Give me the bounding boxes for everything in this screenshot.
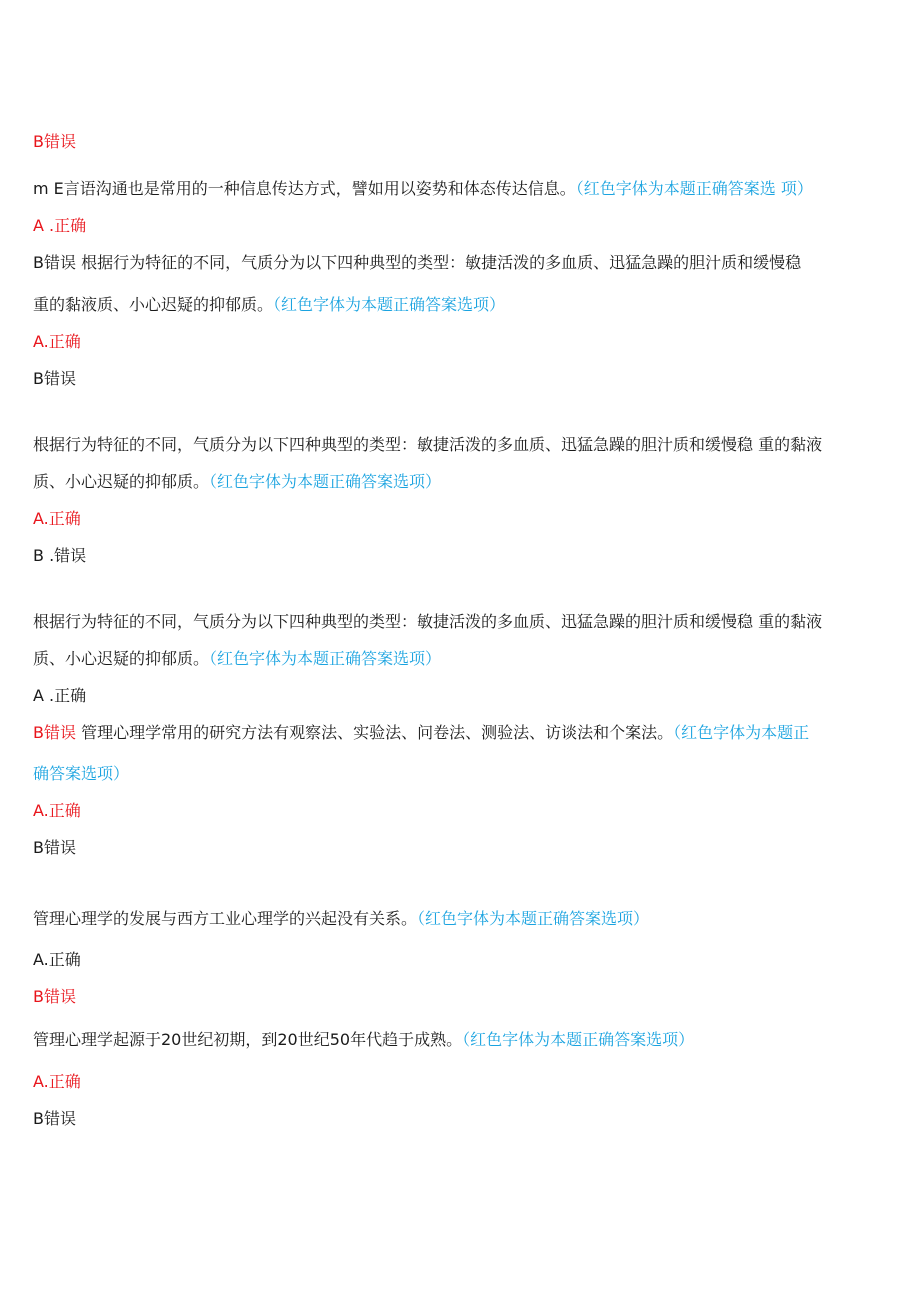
q8-question: 管理心理学起源于20世纪初期，到20世纪50年代趋于成熟。: [33, 1030, 463, 1049]
q7-option-b: B错误: [33, 987, 76, 1006]
q2-note: （红色字体为本题正确答案选 项）: [575, 179, 813, 198]
q5-note: （红色字体为本题正确答案选项）: [209, 649, 442, 668]
q3-option-b2: B错误: [33, 369, 76, 388]
q6-option-b2: B错误: [33, 838, 76, 857]
q4-line1: 根据行为特征的不同，气质分为以下四种典型的类型：敏捷活泼的多血质、迅猛急躁的胆汁质和缓慢稳 重的黏液: [33, 435, 823, 454]
q5-question-cont: 质、小心迟疑的抑郁质。: [33, 649, 210, 668]
q6-option-b: B错误: [33, 723, 76, 742]
q3-note: （红色字体为本题正确答案选项）: [273, 295, 506, 314]
q3-line2: [33, 294, 505, 316]
q5-line2: [33, 648, 441, 670]
q4-note: （红色字体为本题正确答案选项）: [209, 472, 442, 491]
q4-option-a: A.正确: [33, 509, 81, 528]
q4-line2: [33, 471, 441, 493]
q1-option-b: B错误: [33, 132, 76, 151]
q6-option-a: A.正确: [33, 801, 81, 820]
q6-line1: [33, 722, 809, 744]
q2-option-a: A .正确: [33, 216, 87, 235]
q2-text: [33, 178, 813, 200]
q7-option-a: A.正确: [33, 950, 81, 969]
q3-question: 根据行为特征的不同，气质分为以下四种典型的类型：敏捷活泼的多血质、迅猛急躁的胆汁质和缓慢稳: [81, 253, 802, 272]
q6-line2: 确答案选项）: [33, 764, 130, 783]
q8-option-b: B错误: [33, 1109, 76, 1128]
q7-question: 管理心理学的发展与西方工业心理学的兴起没有关系。: [33, 909, 418, 928]
q3-question-cont: 重的黏液质、小心迟疑的抑郁质。: [33, 295, 274, 314]
q7-text: [33, 908, 649, 930]
q4-option-b: B .错误: [33, 546, 87, 565]
q6-question: 管理心理学常用的研究方法有观察法、实验法、问卷法、测验法、访谈法和个案法。: [81, 723, 674, 742]
q4-question-cont: 质、小心迟疑的抑郁质。: [33, 472, 210, 491]
q8-option-a: A.正确: [33, 1072, 81, 1091]
q5-line1: 根据行为特征的不同，气质分为以下四种典型的类型：敏捷活泼的多血质、迅猛急躁的胆汁质和缓慢稳 重的黏液: [33, 612, 823, 631]
q3-option-a: A.正确: [33, 332, 81, 351]
q3-option-b: B错误: [33, 253, 76, 272]
q3-line1: [33, 252, 801, 274]
q2-question: m E言语沟通也是常用的一种信息传达方式，譬如用以姿势和体态传达信息。: [33, 179, 576, 198]
q6-note-part1: （红色字体为本题正: [673, 723, 810, 742]
q7-note: （红色字体为本题正确答案选项）: [417, 909, 650, 928]
q5-option-a: A .正确: [33, 686, 87, 705]
q8-note: （红色字体为本题正确答案选项）: [462, 1030, 695, 1049]
q8-text: [33, 1029, 694, 1051]
